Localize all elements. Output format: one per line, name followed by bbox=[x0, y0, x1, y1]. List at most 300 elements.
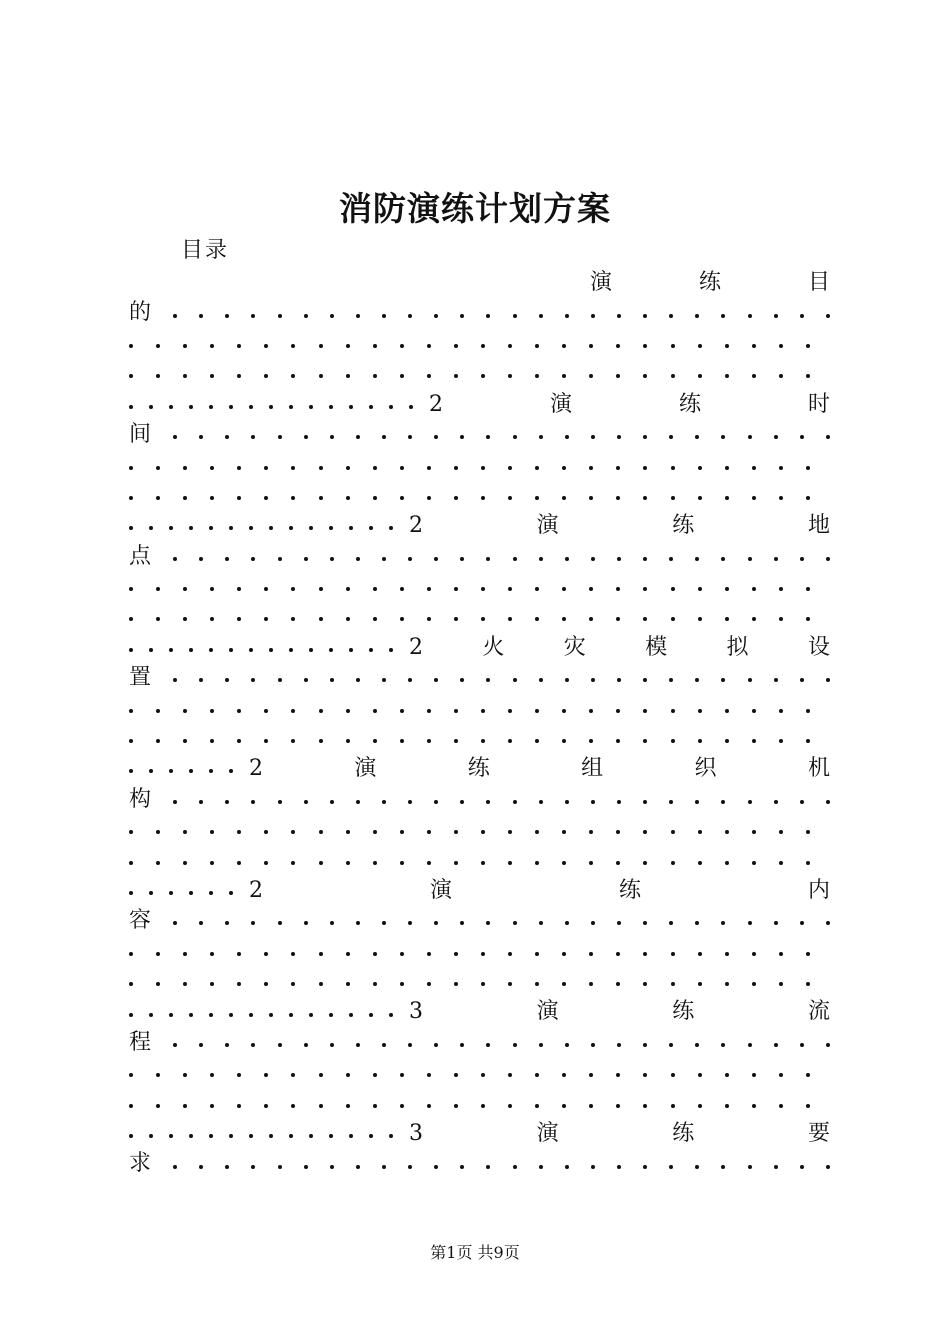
leader-dot bbox=[752, 496, 756, 500]
leader-dot bbox=[562, 830, 566, 834]
leader-dot bbox=[278, 800, 282, 804]
leader-dot bbox=[698, 739, 702, 743]
leader-dot bbox=[695, 557, 699, 561]
toc-line bbox=[129, 815, 830, 845]
leader-dot bbox=[535, 587, 539, 591]
leader-dot bbox=[346, 617, 350, 621]
leader-dot bbox=[264, 982, 268, 986]
leader-dot bbox=[643, 861, 647, 865]
leader-dot bbox=[513, 435, 517, 439]
leader-dot bbox=[249, 405, 253, 409]
leader-dot bbox=[278, 557, 282, 561]
leader-dot bbox=[183, 1073, 187, 1077]
leader-dot bbox=[539, 314, 543, 318]
leader-dot bbox=[616, 861, 620, 865]
leader-dot bbox=[616, 709, 620, 713]
leader-dot bbox=[278, 314, 282, 318]
leader-dot bbox=[752, 982, 756, 986]
leader-dot bbox=[373, 709, 377, 713]
leader-dot bbox=[291, 709, 295, 713]
leader-dot bbox=[382, 557, 386, 561]
leader-dot bbox=[304, 800, 308, 804]
leader-dot bbox=[774, 1043, 778, 1047]
leader-dot bbox=[156, 617, 160, 621]
toc-line bbox=[129, 572, 830, 602]
leader-dot bbox=[291, 952, 295, 956]
leader-dot bbox=[752, 1104, 756, 1108]
leader-dot bbox=[346, 587, 350, 591]
toc-text: 练 bbox=[618, 877, 641, 903]
leader-dot bbox=[225, 678, 229, 682]
leader-dot bbox=[319, 709, 323, 713]
leader-dot bbox=[169, 1134, 173, 1138]
leader-dot bbox=[264, 952, 268, 956]
leader-dot bbox=[156, 374, 160, 378]
leader-dot bbox=[400, 496, 404, 500]
leader-dot bbox=[695, 678, 699, 682]
leader-dot bbox=[408, 1165, 412, 1169]
leader-dot bbox=[591, 1165, 595, 1169]
leader-dot bbox=[129, 861, 133, 865]
leader-dot bbox=[562, 587, 566, 591]
leader-dot bbox=[535, 617, 539, 621]
leader-dot bbox=[481, 617, 485, 621]
leader-dot bbox=[671, 466, 675, 470]
leader-dot bbox=[264, 739, 268, 743]
leader-dot bbox=[229, 648, 233, 652]
leader-dot bbox=[565, 921, 569, 925]
leader-dot bbox=[237, 374, 241, 378]
leader-dot bbox=[752, 861, 756, 865]
leader-dot bbox=[800, 557, 804, 561]
leader-dot bbox=[169, 891, 173, 895]
leader-dot bbox=[806, 709, 810, 713]
toc-line bbox=[129, 937, 830, 967]
leader-dot bbox=[616, 466, 620, 470]
leader-dot bbox=[291, 466, 295, 470]
leader-dot bbox=[173, 557, 177, 561]
leader-dot bbox=[237, 982, 241, 986]
leader-dot bbox=[508, 952, 512, 956]
leader-dot bbox=[481, 739, 485, 743]
toc-line bbox=[129, 450, 830, 480]
leader-dot bbox=[779, 739, 783, 743]
leader-dot bbox=[199, 435, 203, 439]
leader-dot bbox=[454, 861, 458, 865]
leader-dot bbox=[535, 982, 539, 986]
leader-dot bbox=[199, 921, 203, 925]
leader-dot bbox=[617, 800, 621, 804]
leader-dot bbox=[752, 344, 756, 348]
leader-dot bbox=[725, 344, 729, 348]
leader-dot bbox=[149, 648, 153, 652]
leader-dot bbox=[369, 405, 373, 409]
leader-dot bbox=[173, 435, 177, 439]
leader-dot bbox=[400, 982, 404, 986]
leader-dot bbox=[725, 617, 729, 621]
leader-dot bbox=[356, 314, 360, 318]
leader-dot bbox=[129, 648, 133, 652]
leader-dot bbox=[330, 557, 334, 561]
leader-dot bbox=[346, 861, 350, 865]
leader-dot bbox=[589, 617, 593, 621]
leader-dot bbox=[210, 496, 214, 500]
leader-dot bbox=[508, 709, 512, 713]
leader-dot bbox=[806, 982, 810, 986]
leader-dot bbox=[643, 952, 647, 956]
leader-dot bbox=[806, 1073, 810, 1077]
leader-dot bbox=[508, 587, 512, 591]
leader-dot bbox=[304, 1043, 308, 1047]
leader-dot bbox=[826, 678, 830, 682]
leader-dot bbox=[229, 891, 233, 895]
leader-dot bbox=[748, 1043, 752, 1047]
leader-dot bbox=[643, 739, 647, 743]
leader-dot bbox=[356, 1165, 360, 1169]
toc-text: 求 bbox=[129, 1151, 152, 1177]
toc-line bbox=[129, 633, 830, 663]
leader-dot bbox=[748, 557, 752, 561]
leader-dot bbox=[427, 709, 431, 713]
leader-dot bbox=[695, 800, 699, 804]
leader-dot bbox=[508, 617, 512, 621]
leader-dot bbox=[373, 830, 377, 834]
leader-dot bbox=[779, 344, 783, 348]
leader-dot bbox=[774, 1165, 778, 1169]
leader-dot bbox=[481, 344, 485, 348]
toc-text: 机 bbox=[807, 756, 830, 782]
leader-dot bbox=[748, 435, 752, 439]
toc-line bbox=[129, 845, 830, 875]
leader-dot bbox=[454, 830, 458, 834]
leader-dot bbox=[269, 1134, 273, 1138]
leader-dot bbox=[454, 739, 458, 743]
leader-dot bbox=[481, 374, 485, 378]
leader-dot bbox=[169, 1013, 173, 1017]
leader-dot bbox=[156, 496, 160, 500]
leader-dot bbox=[369, 1134, 373, 1138]
leader-dot bbox=[129, 1104, 133, 1108]
leader-dot bbox=[427, 344, 431, 348]
leader-dot bbox=[643, 709, 647, 713]
leader-dot bbox=[826, 314, 830, 318]
leader-dot bbox=[721, 314, 725, 318]
leader-dot bbox=[806, 617, 810, 621]
leader-dot bbox=[779, 1104, 783, 1108]
leader-dot bbox=[373, 496, 377, 500]
leader-dot bbox=[826, 1043, 830, 1047]
toc-line bbox=[129, 298, 830, 328]
toc-line bbox=[129, 693, 830, 723]
leader-dot bbox=[671, 709, 675, 713]
leader-dot bbox=[535, 709, 539, 713]
leader-dot bbox=[149, 769, 153, 773]
leader-dot bbox=[149, 1013, 153, 1017]
leader-dot bbox=[400, 1073, 404, 1077]
leader-dot bbox=[269, 526, 273, 530]
leader-dot bbox=[229, 1134, 233, 1138]
leader-dot bbox=[481, 861, 485, 865]
leader-dot bbox=[774, 800, 778, 804]
leader-dot bbox=[169, 526, 173, 530]
leader-dot bbox=[183, 709, 187, 713]
leader-dot bbox=[330, 921, 334, 925]
leader-dot bbox=[539, 1165, 543, 1169]
leader-dot bbox=[319, 344, 323, 348]
leader-dot bbox=[486, 921, 490, 925]
leader-dot bbox=[454, 344, 458, 348]
leader-dot bbox=[199, 557, 203, 561]
leader-dot bbox=[460, 314, 464, 318]
leader-dot bbox=[330, 314, 334, 318]
leader-dot bbox=[356, 678, 360, 682]
leader-dot bbox=[209, 648, 213, 652]
leader-dot bbox=[454, 587, 458, 591]
leader-dot bbox=[513, 800, 517, 804]
leader-dot bbox=[156, 466, 160, 470]
leader-dot bbox=[481, 1104, 485, 1108]
leader-dot bbox=[752, 466, 756, 470]
leader-dot bbox=[562, 496, 566, 500]
leader-dot bbox=[408, 435, 412, 439]
leader-dot bbox=[779, 1073, 783, 1077]
leader-dot bbox=[289, 526, 293, 530]
leader-dot bbox=[400, 830, 404, 834]
leader-dot bbox=[535, 344, 539, 348]
leader-dot bbox=[454, 466, 458, 470]
leader-dot bbox=[183, 617, 187, 621]
leader-dot bbox=[826, 1165, 830, 1169]
toc-text: 演 bbox=[536, 999, 559, 1025]
leader-dot bbox=[800, 1043, 804, 1047]
leader-dot bbox=[183, 496, 187, 500]
leader-dot bbox=[400, 344, 404, 348]
leader-dot bbox=[725, 830, 729, 834]
leader-dot bbox=[616, 587, 620, 591]
leader-dot bbox=[591, 557, 595, 561]
leader-dot bbox=[671, 861, 675, 865]
leader-dot bbox=[643, 830, 647, 834]
leader-dot bbox=[400, 952, 404, 956]
leader-dot bbox=[264, 861, 268, 865]
leader-dot bbox=[752, 709, 756, 713]
leader-dot bbox=[800, 1165, 804, 1169]
toc-text: 2 bbox=[249, 756, 263, 782]
leader-dot bbox=[454, 374, 458, 378]
leader-dot bbox=[356, 921, 360, 925]
leader-dot bbox=[330, 1043, 334, 1047]
leader-dot bbox=[400, 617, 404, 621]
leader-dot bbox=[169, 648, 173, 652]
leader-dot bbox=[669, 800, 673, 804]
leader-dot bbox=[643, 587, 647, 591]
leader-dot bbox=[210, 617, 214, 621]
leader-dot bbox=[460, 921, 464, 925]
leader-dot bbox=[289, 1013, 293, 1017]
leader-dot bbox=[454, 1073, 458, 1077]
leader-dot bbox=[225, 314, 229, 318]
leader-dot bbox=[319, 1104, 323, 1108]
leader-dot bbox=[237, 709, 241, 713]
toc-text: 练 bbox=[698, 270, 721, 295]
leader-dot bbox=[373, 374, 377, 378]
leader-dot bbox=[721, 1043, 725, 1047]
leader-dot bbox=[481, 830, 485, 834]
leader-dot bbox=[565, 678, 569, 682]
leader-dot bbox=[698, 982, 702, 986]
leader-dot bbox=[319, 496, 323, 500]
leader-dot bbox=[752, 374, 756, 378]
leader-dot bbox=[752, 830, 756, 834]
leader-dot bbox=[173, 678, 177, 682]
leader-dot bbox=[616, 617, 620, 621]
toc-text: 的 bbox=[129, 300, 152, 326]
leader-dot bbox=[251, 921, 255, 925]
leader-dot bbox=[562, 952, 566, 956]
toc-text: 模 bbox=[645, 634, 668, 660]
leader-dot bbox=[565, 557, 569, 561]
leader-dot bbox=[671, 617, 675, 621]
leader-dot bbox=[669, 1165, 673, 1169]
leader-dot bbox=[481, 466, 485, 470]
leader-dot bbox=[508, 496, 512, 500]
leader-dot bbox=[643, 435, 647, 439]
leader-dot bbox=[486, 314, 490, 318]
leader-dot bbox=[513, 921, 517, 925]
leader-dot bbox=[319, 617, 323, 621]
leader-dot bbox=[156, 1073, 160, 1077]
leader-dot bbox=[508, 1073, 512, 1077]
leader-dot bbox=[389, 1013, 393, 1017]
leader-dot bbox=[616, 1073, 620, 1077]
toc-text: 组 bbox=[581, 756, 604, 782]
leader-dot bbox=[189, 1134, 193, 1138]
leader-dot bbox=[319, 1073, 323, 1077]
leader-dot bbox=[129, 587, 133, 591]
leader-dot bbox=[565, 435, 569, 439]
toc-line bbox=[129, 967, 830, 997]
leader-dot bbox=[210, 861, 214, 865]
leader-dot bbox=[535, 496, 539, 500]
leader-dot bbox=[725, 466, 729, 470]
leader-dot bbox=[382, 1043, 386, 1047]
toc-line bbox=[129, 511, 830, 541]
leader-dot bbox=[209, 405, 213, 409]
leader-dot bbox=[264, 617, 268, 621]
leader-dot bbox=[278, 678, 282, 682]
leader-dot bbox=[251, 678, 255, 682]
leader-dot bbox=[237, 830, 241, 834]
leader-dot bbox=[251, 435, 255, 439]
leader-dot bbox=[237, 1104, 241, 1108]
leader-dot bbox=[748, 800, 752, 804]
leader-dot bbox=[169, 769, 173, 773]
leader-dot bbox=[565, 800, 569, 804]
leader-dot bbox=[346, 739, 350, 743]
leader-dot bbox=[304, 678, 308, 682]
leader-dot bbox=[149, 405, 153, 409]
leader-dot bbox=[671, 1104, 675, 1108]
leader-dot bbox=[400, 1104, 404, 1108]
leader-dot bbox=[698, 861, 702, 865]
toc-line bbox=[129, 1149, 830, 1179]
leader-dot bbox=[329, 1134, 333, 1138]
leader-dot bbox=[183, 466, 187, 470]
leader-dot bbox=[643, 617, 647, 621]
leader-dot bbox=[129, 374, 133, 378]
leader-dot bbox=[539, 800, 543, 804]
leader-dot bbox=[291, 982, 295, 986]
leader-dot bbox=[210, 952, 214, 956]
leader-dot bbox=[349, 405, 353, 409]
toc-line bbox=[129, 1058, 830, 1088]
leader-dot bbox=[373, 466, 377, 470]
leader-dot bbox=[721, 557, 725, 561]
leader-dot bbox=[513, 557, 517, 561]
leader-dot bbox=[779, 709, 783, 713]
leader-dot bbox=[562, 739, 566, 743]
leader-dot bbox=[319, 739, 323, 743]
leader-dot bbox=[748, 678, 752, 682]
leader-dot bbox=[156, 739, 160, 743]
leader-dot bbox=[671, 830, 675, 834]
leader-dot bbox=[346, 830, 350, 834]
leader-dot bbox=[251, 314, 255, 318]
leader-dot bbox=[486, 1043, 490, 1047]
leader-dot bbox=[225, 435, 229, 439]
leader-dot bbox=[481, 952, 485, 956]
leader-dot bbox=[698, 587, 702, 591]
leader-dot bbox=[346, 982, 350, 986]
leader-dot bbox=[319, 982, 323, 986]
toc-heading: 目录 bbox=[181, 238, 230, 263]
leader-dot bbox=[427, 861, 431, 865]
leader-dot bbox=[210, 982, 214, 986]
toc-text: 内 bbox=[807, 877, 830, 903]
leader-dot bbox=[199, 1165, 203, 1169]
leader-dot bbox=[752, 952, 756, 956]
toc-text: 练 bbox=[672, 999, 695, 1025]
leader-dot bbox=[643, 982, 647, 986]
leader-dot bbox=[643, 800, 647, 804]
leader-dot bbox=[698, 374, 702, 378]
leader-dot bbox=[481, 982, 485, 986]
leader-dot bbox=[669, 1043, 673, 1047]
leader-dot bbox=[806, 466, 810, 470]
leader-dot bbox=[562, 1104, 566, 1108]
leader-dot bbox=[210, 1073, 214, 1077]
leader-dot bbox=[725, 952, 729, 956]
leader-dot bbox=[408, 800, 412, 804]
leader-dot bbox=[408, 1043, 412, 1047]
leader-dot bbox=[389, 405, 393, 409]
leader-dot bbox=[671, 982, 675, 986]
leader-dot bbox=[264, 344, 268, 348]
leader-dot bbox=[725, 1104, 729, 1108]
leader-dot bbox=[562, 344, 566, 348]
leader-dot bbox=[643, 1043, 647, 1047]
leader-dot bbox=[173, 314, 177, 318]
leader-dot bbox=[460, 557, 464, 561]
leader-dot bbox=[249, 1013, 253, 1017]
leader-dot bbox=[249, 526, 253, 530]
leader-dot bbox=[800, 800, 804, 804]
leader-dot bbox=[616, 739, 620, 743]
leader-dot bbox=[189, 891, 193, 895]
leader-dot bbox=[291, 496, 295, 500]
leader-dot bbox=[562, 709, 566, 713]
leader-dot bbox=[129, 1013, 133, 1017]
